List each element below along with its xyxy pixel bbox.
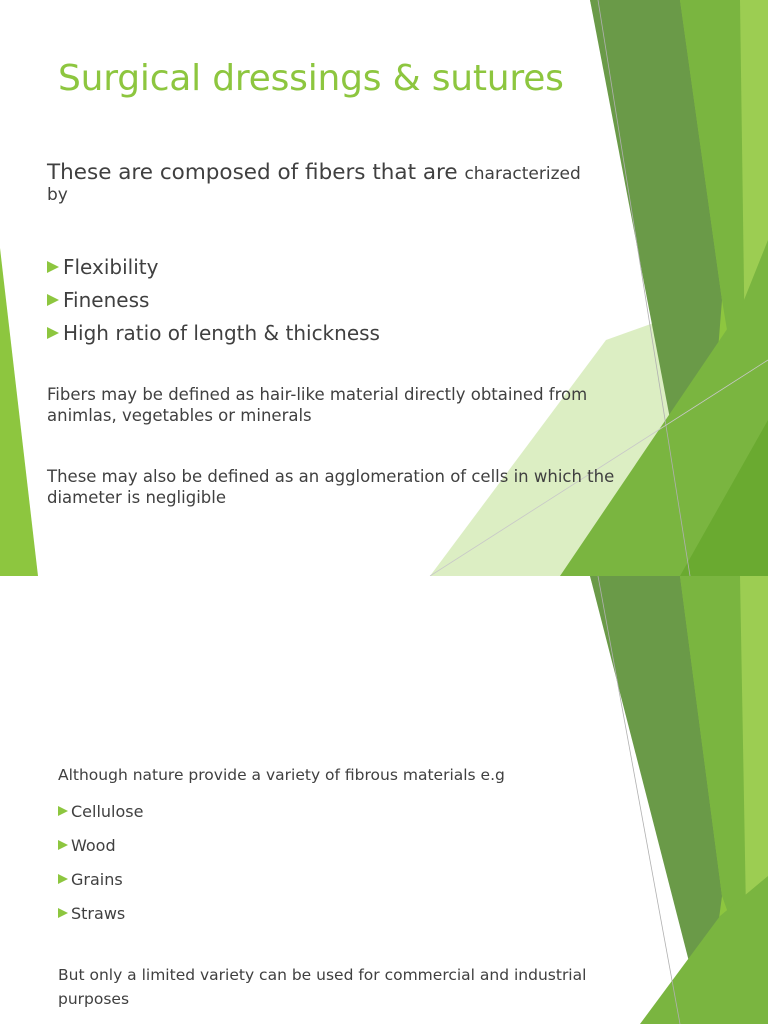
bullet-label: High ratio of length & thickness [63, 320, 380, 345]
intro-large: These are composed of fibers that are [47, 160, 465, 185]
triangle-bullet-icon [58, 874, 68, 884]
list-item [47, 316, 380, 349]
bullet-label: Flexibility [63, 254, 159, 279]
intro-text [47, 160, 637, 205]
bullet-label: Fineness [63, 287, 150, 312]
fiber-definition-paragraph: Fibers may be defined as hair-like material directly obtained from animlas, vegetables or minerals [47, 385, 588, 425]
list-item [58, 794, 143, 828]
triangle-bullet-icon [47, 261, 59, 273]
list-item [58, 862, 143, 896]
triangle-bullet-icon [47, 327, 59, 339]
bullet-label: Straws [71, 903, 126, 923]
triangle-bullet-icon [58, 908, 68, 918]
list-item [47, 250, 380, 283]
list-item [58, 828, 143, 862]
list-item [58, 896, 143, 930]
bullet-label: Wood [71, 835, 116, 855]
triangle-bullet-icon [47, 294, 59, 306]
triangle-bullet-icon [58, 840, 68, 850]
agglomeration-paragraph: These may also be defined as an agglomeration of cells in which the diameter is negligible [47, 467, 615, 507]
slide-2 [0, 576, 768, 1024]
list-item [47, 283, 380, 316]
intro-small: characterized [464, 164, 581, 184]
bullet-label: Grains [71, 869, 123, 889]
bullet-label: Cellulose [71, 801, 144, 821]
commercial-use-paragraph: But only a limited variety can be used for commercial and industrial purposes [58, 966, 587, 1008]
property-bullet-list [47, 250, 380, 349]
material-bullet-list [58, 794, 143, 930]
intro-by: by [47, 185, 68, 205]
triangle-bullet-icon [58, 806, 68, 816]
fibrous-materials-intro: Although nature provide a variety of fibrous materials e.g [58, 766, 505, 784]
slide-title: Surgical dressings & sutures [58, 58, 564, 99]
